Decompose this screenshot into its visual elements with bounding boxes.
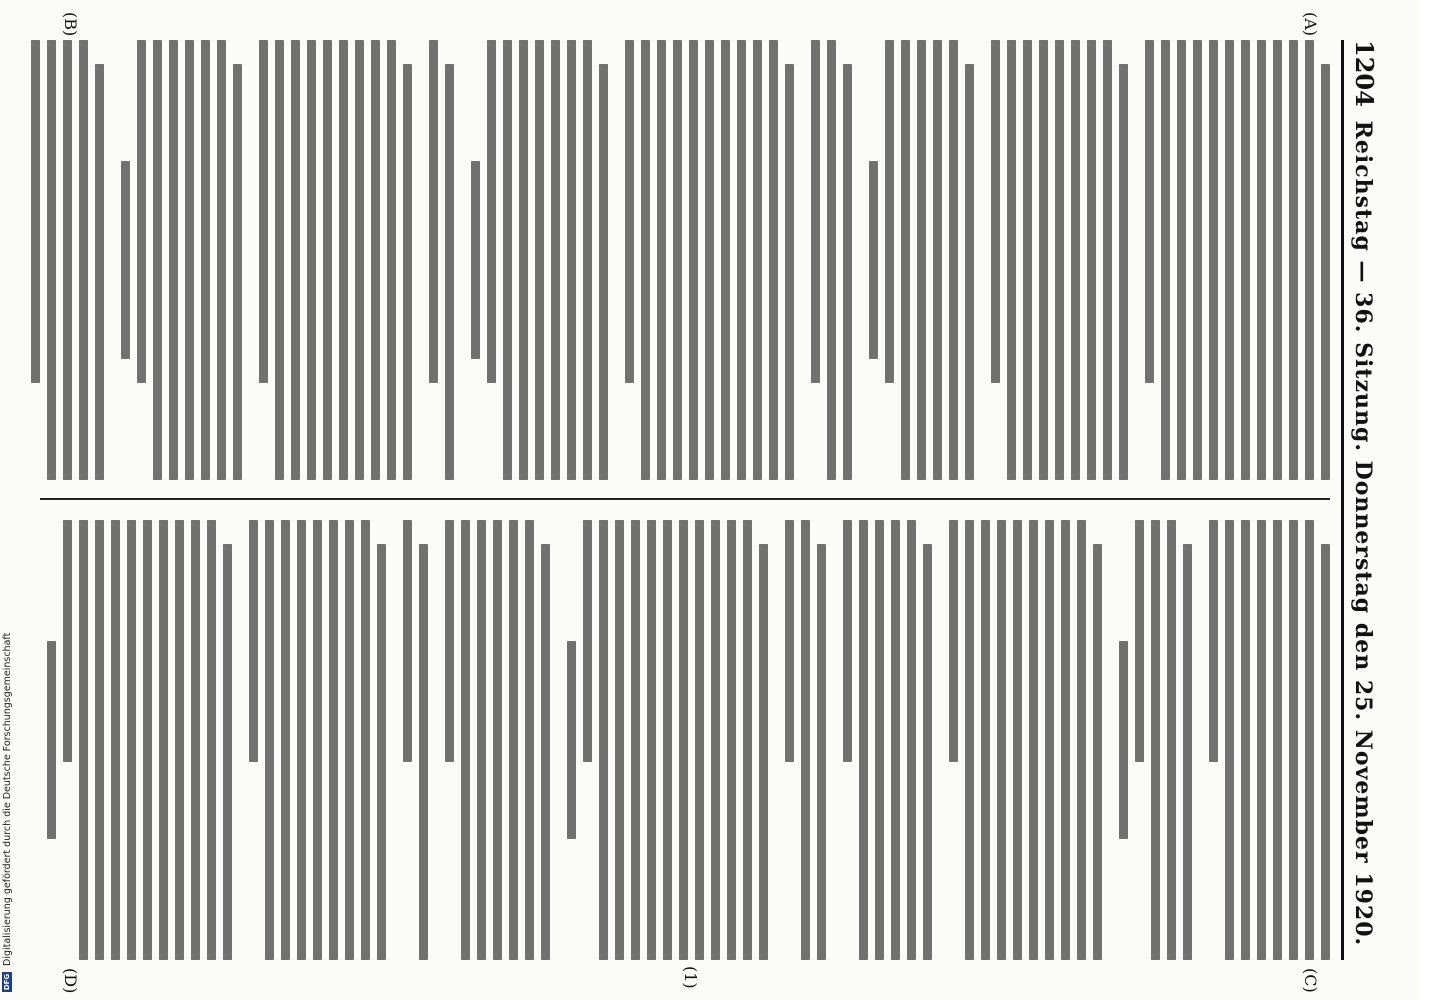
digitization-credit-text: Digitalisierung gefördert durch die Deutsche Forschungsgemeinschaft [1,632,13,966]
text-line-placeholder [445,64,454,480]
text-line-placeholder [843,64,852,480]
text-line-placeholder [345,520,354,960]
text-line-placeholder [843,520,852,762]
text-line-placeholder [885,40,894,383]
text-line-placeholder [641,40,650,480]
text-line-placeholder [769,40,778,480]
text-line-placeholder [223,544,232,960]
column-divider [40,498,1330,500]
text-line-placeholder [811,40,820,383]
text-line-placeholder [917,40,926,480]
text-line-placeholder [679,520,688,960]
text-line-placeholder [1305,40,1314,480]
page-title: Reichstag — 36. Sitzung. Donnerstag den 25. November 1920. [1350,120,1376,947]
text-line-placeholder [137,40,146,383]
text-line-placeholder [991,40,1000,383]
text-line-placeholder [291,40,300,480]
text-line-placeholder [1273,520,1282,960]
text-line-placeholder [1305,520,1314,960]
text-line-placeholder [567,40,576,480]
text-line-placeholder [727,520,736,960]
text-line-placeholder [965,64,974,480]
text-line-placeholder [1273,40,1282,480]
margin-mark-a: (A) [1301,12,1320,37]
paragraph-gap [550,520,560,960]
text-line-placeholder [737,40,746,480]
text-line-placeholder [1225,40,1234,480]
text-line-placeholder [907,520,916,960]
text-line-placeholder [705,40,714,480]
text-line-placeholder [827,40,836,480]
text-line-placeholder [695,520,704,960]
text-line-placeholder [673,40,682,480]
text-line-placeholder [461,520,470,960]
text-line-placeholder [95,64,104,480]
text-line-placeholder [567,641,576,839]
text-line-placeholder [1135,520,1144,762]
text-line-placeholder [175,520,184,960]
text-line-placeholder [419,544,428,960]
text-line-placeholder [1209,40,1218,480]
text-line-placeholder [1289,520,1298,960]
text-line-placeholder [111,520,120,960]
text-line-placeholder [275,40,284,480]
text-line-placeholder [1039,40,1048,480]
text-line-placeholder [1225,520,1234,960]
text-line-placeholder [1077,520,1086,960]
margin-mark-b: (B) [61,12,80,37]
text-line-placeholder [519,40,528,480]
paragraph-gap [852,40,862,480]
text-column-left [30,40,1330,480]
paragraph-gap [1102,520,1112,960]
paragraph-gap [608,40,618,480]
text-line-placeholder [1045,520,1054,960]
text-line-placeholder [997,520,1006,960]
text-line-placeholder [143,520,152,960]
text-line-placeholder [233,64,242,480]
text-line-placeholder [801,520,810,960]
text-line-placeholder [689,40,698,480]
text-line-placeholder [207,520,216,960]
text-line-placeholder [753,40,762,480]
text-line-placeholder [923,544,932,960]
text-line-placeholder [1257,40,1266,480]
text-line-placeholder [1257,520,1266,960]
text-line-placeholder [949,40,958,480]
text-line-placeholder [153,40,162,480]
text-line-placeholder [1241,520,1250,960]
text-line-placeholder [647,520,656,960]
text-line-placeholder [949,520,958,762]
text-line-placeholder [1209,520,1218,762]
text-line-placeholder [1193,40,1202,480]
text-column-right [30,520,1330,960]
text-line-placeholder [127,520,136,960]
text-line-placeholder [1289,40,1298,480]
text-line-placeholder [1241,40,1250,480]
paragraph-gap [768,520,778,960]
text-line-placeholder [1071,40,1080,480]
text-line-placeholder [429,40,438,383]
text-line-placeholder [329,520,338,960]
text-line-placeholder [1119,64,1128,480]
text-line-placeholder [217,40,226,480]
text-line-placeholder [191,520,200,960]
text-line-placeholder [1007,40,1016,480]
text-line-placeholder [859,520,868,960]
text-line-placeholder [47,40,56,480]
paragraph-gap [232,520,242,960]
text-line-placeholder [259,40,268,383]
paragraph-gap [30,520,40,960]
text-line-placeholder [615,520,624,960]
text-line-placeholder [169,40,178,480]
text-line-placeholder [1151,520,1160,960]
text-line-placeholder [307,40,316,480]
text-line-placeholder [583,40,592,480]
text-line-placeholder [355,40,364,480]
text-line-placeholder [493,520,502,960]
text-line-placeholder [525,520,534,960]
text-line-placeholder [471,161,480,359]
text-line-placeholder [599,520,608,960]
paragraph-gap [428,520,438,960]
text-line-placeholder [657,40,666,480]
text-line-placeholder [403,520,412,762]
text-line-placeholder [63,520,72,762]
text-line-placeholder [1321,64,1330,480]
text-line-placeholder [583,520,592,762]
text-line-placeholder [1061,520,1070,960]
text-line-placeholder [63,40,72,480]
paragraph-gap [1192,520,1202,960]
text-line-placeholder [281,520,290,960]
text-line-placeholder [503,40,512,480]
text-line-placeholder [535,40,544,480]
text-line-placeholder [933,40,942,480]
text-line-placeholder [1145,40,1154,383]
paragraph-gap [454,40,464,480]
text-line-placeholder [1013,520,1022,960]
paragraph-gap [974,40,984,480]
text-line-placeholder [47,641,56,839]
text-line-placeholder [869,161,878,359]
margin-mark-d: (D) [61,968,80,994]
text-line-placeholder [361,520,370,960]
paragraph-gap [104,40,114,480]
text-line-placeholder [487,40,496,383]
page-number: 1204 [1350,40,1379,107]
text-line-placeholder [759,544,768,960]
text-line-placeholder [297,520,306,960]
text-line-placeholder [1183,544,1192,960]
text-line-placeholder [541,544,550,960]
text-line-placeholder [901,40,910,480]
text-line-placeholder [1321,544,1330,960]
text-line-placeholder [95,520,104,960]
paragraph-gap [242,40,252,480]
text-line-placeholder [377,544,386,960]
margin-mark-footnote: (1) [681,966,700,989]
text-line-placeholder [387,40,396,480]
paragraph-gap [386,520,396,960]
paragraph-gap [1128,40,1138,480]
text-line-placeholder [185,40,194,480]
text-line-placeholder [403,64,412,480]
text-line-placeholder [743,520,752,960]
text-line-placeholder [249,520,258,762]
digitization-credit [0,0,14,1000]
text-line-placeholder [79,40,88,480]
text-line-placeholder [599,64,608,480]
text-line-placeholder [817,544,826,960]
paragraph-gap [826,520,836,960]
dfg-logo: DFG [3,973,11,991]
text-line-placeholder [1177,40,1186,480]
text-line-placeholder [1029,520,1038,960]
text-line-placeholder [625,40,634,383]
paragraph-gap [932,520,942,960]
text-line-placeholder [1087,40,1096,480]
text-line-placeholder [875,520,884,960]
text-line-placeholder [313,520,322,960]
text-line-placeholder [201,40,210,480]
text-line-placeholder [1167,520,1176,960]
text-line-placeholder [265,520,274,960]
text-line-placeholder [631,520,640,960]
text-line-placeholder [551,40,560,480]
text-line-placeholder [445,520,454,762]
text-line-placeholder [785,64,794,480]
text-line-placeholder [721,40,730,480]
text-line-placeholder [663,520,672,960]
paragraph-gap [794,40,804,480]
text-line-placeholder [509,520,518,960]
text-line-placeholder [339,40,348,480]
text-line-placeholder [121,161,130,359]
text-line-placeholder [371,40,380,480]
text-line-placeholder [1103,40,1112,480]
text-line-placeholder [1023,40,1032,480]
text-line-placeholder [159,520,168,960]
text-line-placeholder [31,40,40,383]
text-line-placeholder [323,40,332,480]
text-line-placeholder [1119,641,1128,839]
text-line-placeholder [891,520,900,960]
page-header [1341,40,1390,960]
text-line-placeholder [981,520,990,960]
text-line-placeholder [965,520,974,960]
text-line-placeholder [1161,40,1170,480]
text-line-placeholder [1055,40,1064,480]
text-line-placeholder [79,520,88,960]
paragraph-gap [412,40,422,480]
text-line-placeholder [1093,544,1102,960]
text-line-placeholder [711,520,720,960]
margin-mark-c: (C) [1301,968,1320,993]
text-line-placeholder [477,520,486,960]
text-line-placeholder [785,520,794,762]
